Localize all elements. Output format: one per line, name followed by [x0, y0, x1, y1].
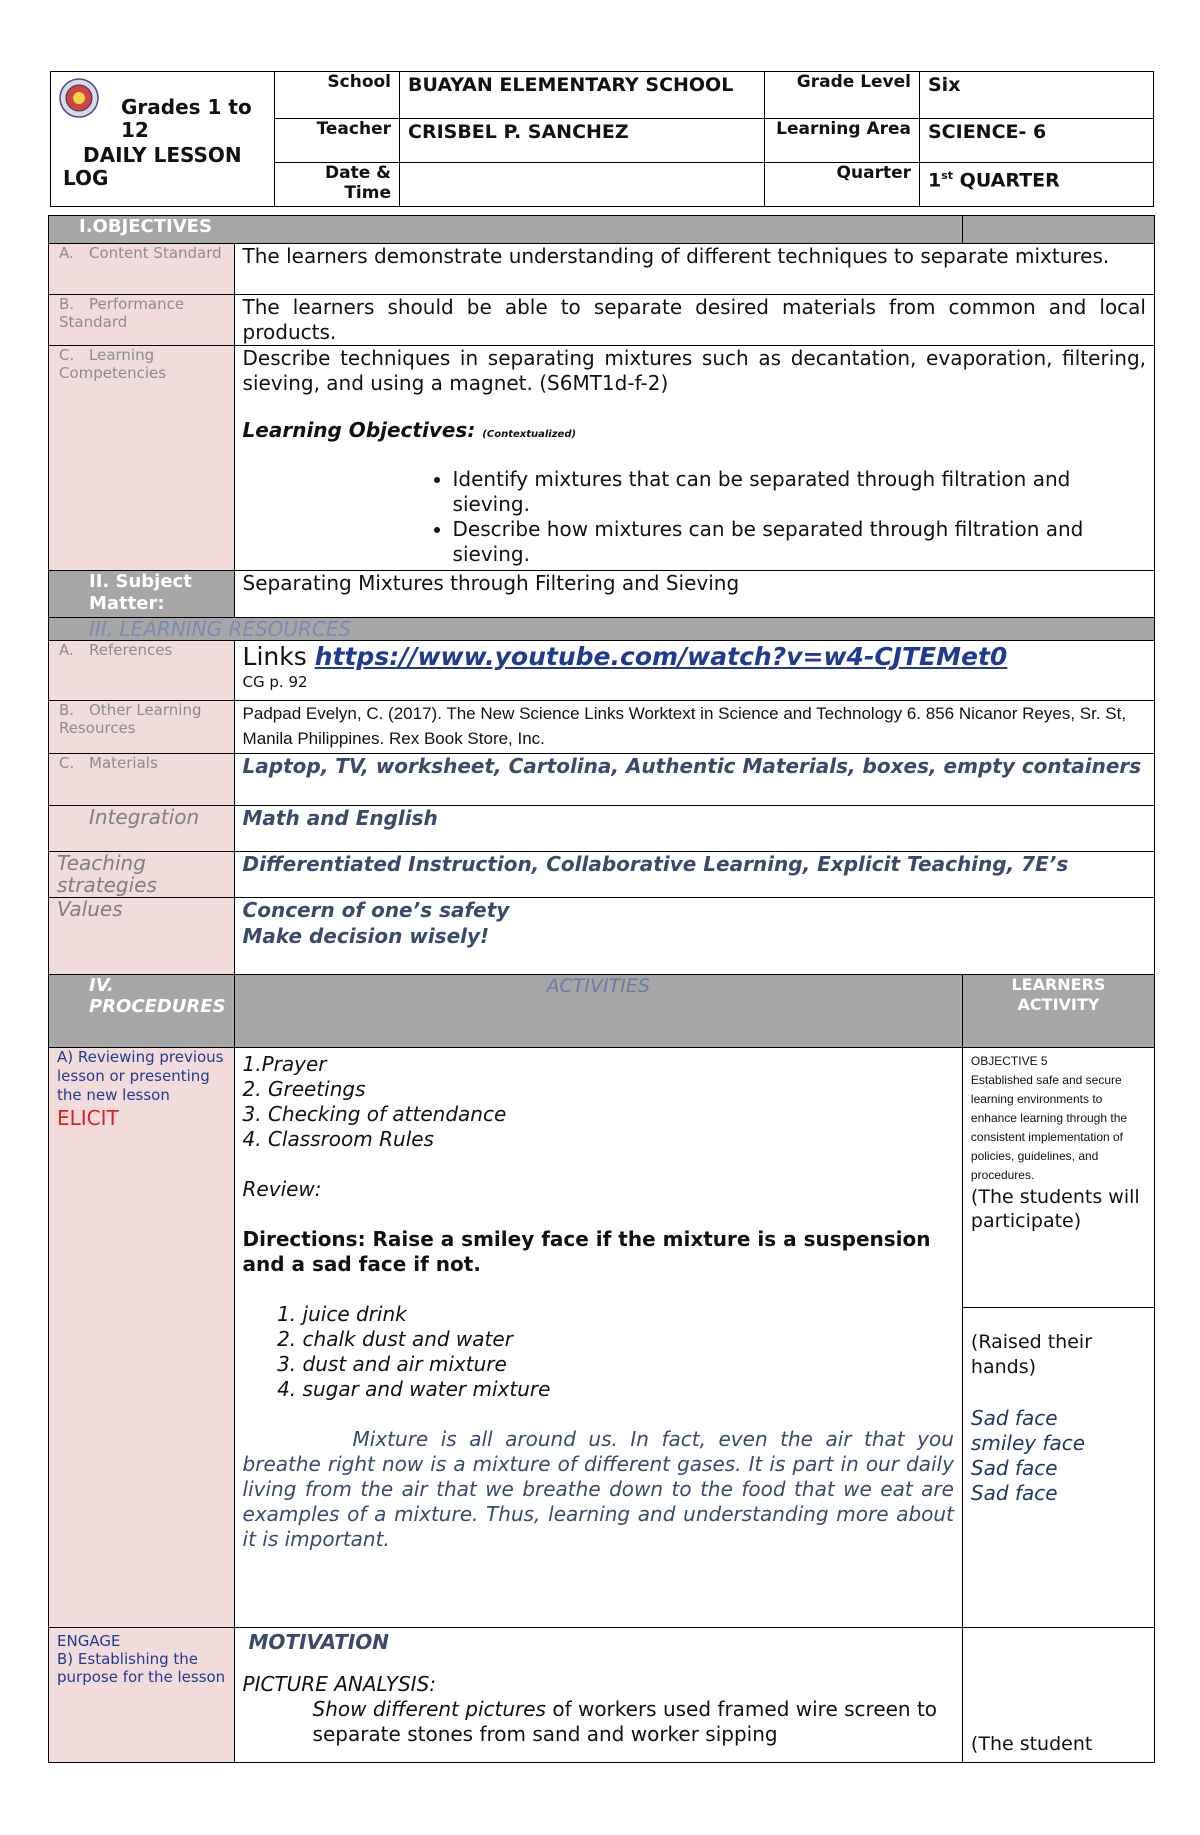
header-title-cell	[51, 72, 275, 207]
participate-text: (The students will participate)	[970, 1186, 1140, 1232]
objective-item: • Describe how mixtures can be separated through filtration and sieving.	[453, 517, 1146, 567]
teaching-strategies-text: Differentiated Instruction, Collaborative Learning, Explicit Teaching, 7E’s	[234, 852, 1154, 898]
grade-label: Grade Level	[765, 72, 920, 119]
quarter-value: 1st QUARTER	[920, 163, 1154, 207]
objective-text: Established safe and secure learning environments to enhance learning through the consistent implementation of policies, guidelines, and procedures.	[970, 1073, 1128, 1182]
routine-item: 3. Checking of attendance	[242, 1102, 507, 1126]
engage-activities	[234, 1628, 962, 1763]
learners-elicit-cell	[962, 1048, 1154, 1628]
title-grades: Grades 1 to 12	[121, 95, 252, 142]
review-item: 3. dust and air mixture	[303, 1352, 954, 1377]
integration-label: Integration	[49, 806, 235, 852]
content-standard-label: A. Content Standard	[49, 244, 235, 295]
learning-objectives-title: Learning Objectives: (Contextualized)	[242, 418, 577, 442]
performance-standard-label: B. Performance Standard	[49, 295, 235, 346]
answers-list	[971, 1406, 1146, 1506]
student-text: (The student	[962, 1628, 1154, 1763]
other-resources-label: B. Other Learning Resources	[49, 701, 235, 754]
youtube-link[interactable]: https://www.youtube.com/watch?v=w4-CJTEMet0	[314, 642, 1008, 671]
teaching-strategies-label: Teaching strategies	[49, 852, 235, 898]
answer-item: Sad face	[970, 1456, 1058, 1480]
routine-item: 1.Prayer	[242, 1052, 327, 1076]
header-table	[50, 71, 1154, 207]
competencies-label: C. Learning Competencies	[49, 346, 235, 571]
motivation-title: MOTIVATION	[248, 1630, 390, 1654]
integration-text: Math and English	[234, 806, 1154, 852]
date-value	[400, 163, 765, 207]
activities-heading: ACTIVITIES	[234, 975, 962, 1048]
engage-tag: ENGAGE	[57, 1632, 121, 1650]
review-items	[243, 1302, 954, 1402]
learning-objectives-list	[243, 467, 1146, 567]
competencies-cell	[234, 346, 1154, 571]
content-standard-text: The learners demonstrate understanding of different techniques to separate mixtures.	[234, 244, 1154, 295]
teacher-label: Teacher	[275, 119, 400, 163]
teacher-value: CRISBEL P. SANCHEZ	[400, 119, 765, 163]
procedures-label: IV. PROCEDURES	[49, 975, 235, 1048]
picture-analysis: PICTURE ANALYSIS:	[242, 1672, 436, 1696]
materials-text: Laptop, TV, worksheet, Cartolina, Authentic Materials, boxes, empty containers	[234, 754, 1154, 806]
cg-page: CG p. 92	[242, 673, 308, 691]
routine-item: 4. Classroom Rules	[242, 1127, 434, 1151]
engage-label-cell	[49, 1628, 235, 1763]
directions: Directions: Raise a smiley face if the mixture is a suspension and a sad face if not.	[242, 1227, 931, 1276]
answer-item: smiley face	[970, 1431, 1086, 1455]
elicit-tag: ELICIT	[57, 1106, 119, 1130]
objective-item: • Identify mixtures that can be separated through filtration and sieving.	[453, 467, 1146, 517]
mixture-paragraph: Mixture is all around us. In fact, even the air that you breathe right now is a mixture of different gases. It is part in our daily living from the air that we breathe down to the food that we eat are examples of a mixture. Thus, learning and understanding more about it is important.	[242, 1427, 954, 1551]
review-item: 1. juice drink	[303, 1302, 954, 1327]
elicit-label-cell	[49, 1048, 235, 1628]
objective-title: OBJECTIVE 5	[970, 1054, 1048, 1068]
establishing-label: B) Establishing the purpose for the lesson	[57, 1650, 226, 1686]
subject-matter-text: Separating Mixtures through Filtering and Sieving	[234, 571, 1154, 618]
review-item: 2. chalk dust and water	[303, 1327, 954, 1352]
school-value: BUAYAN ELEMENTARY SCHOOL	[400, 72, 765, 119]
resources-heading: III. LEARNING RESOURCES	[49, 618, 1155, 641]
answer-item: Sad face	[970, 1481, 1058, 1505]
materials-label: C. Materials	[49, 754, 235, 806]
school-label: School	[275, 72, 400, 119]
show-pictures-text: Show different pictures of workers used framed wire screen to separate stones from sand and worker sipping	[312, 1697, 938, 1746]
elicit-activities	[234, 1048, 962, 1628]
reviewing-label: A) Reviewing previous lesson or presenting the new lesson	[57, 1048, 224, 1104]
review-label: Review:	[242, 1177, 322, 1201]
subject-matter-label: II. Subject Matter:	[49, 571, 235, 618]
other-resources-text: Padpad Evelyn, C. (2017). The New Science Links Worktext in Science and Technology 6. 856 Nicanor Reyes, Sr. St, Manila Philippines. Rex Book Store, Inc.	[234, 701, 1154, 754]
objectives-heading: I.OBJECTIVES	[49, 216, 963, 244]
answer-item: Sad face	[970, 1406, 1058, 1430]
grade-value: Six	[920, 72, 1154, 119]
quarter-label: Quarter	[765, 163, 920, 207]
competency-text: Describe techniques in separating mixtures such as decantation, evaporation, filtering, sieving, and using a magnet. (S6MT1d-f-2)	[242, 346, 1146, 395]
performance-standard-text: The learners should be able to separate desired materials from common and local products.	[234, 295, 1154, 346]
raised-hands-text: (Raised their hands)	[970, 1331, 1093, 1378]
date-label: Date & Time	[275, 163, 400, 207]
routine-item: 2. Greetings	[242, 1077, 366, 1101]
lesson-table	[48, 215, 1155, 1763]
learners-activity-heading: LEARNERS ACTIVITY	[962, 975, 1154, 1048]
references-label: A. References	[49, 641, 235, 701]
values-label: Values	[49, 898, 235, 975]
references-cell: Links https://www.youtube.com/watch?v=w4-CJTEMet0 CG p. 92	[234, 641, 1154, 701]
values-cell: Concern of one’s safety Make decision wisely!	[234, 898, 1154, 975]
area-value: SCIENCE- 6	[920, 119, 1154, 163]
title-dll: DAILY LESSON LOG	[63, 143, 242, 190]
area-label: Learning Area	[765, 119, 920, 163]
review-item: 4. sugar and water mixture	[303, 1377, 954, 1402]
